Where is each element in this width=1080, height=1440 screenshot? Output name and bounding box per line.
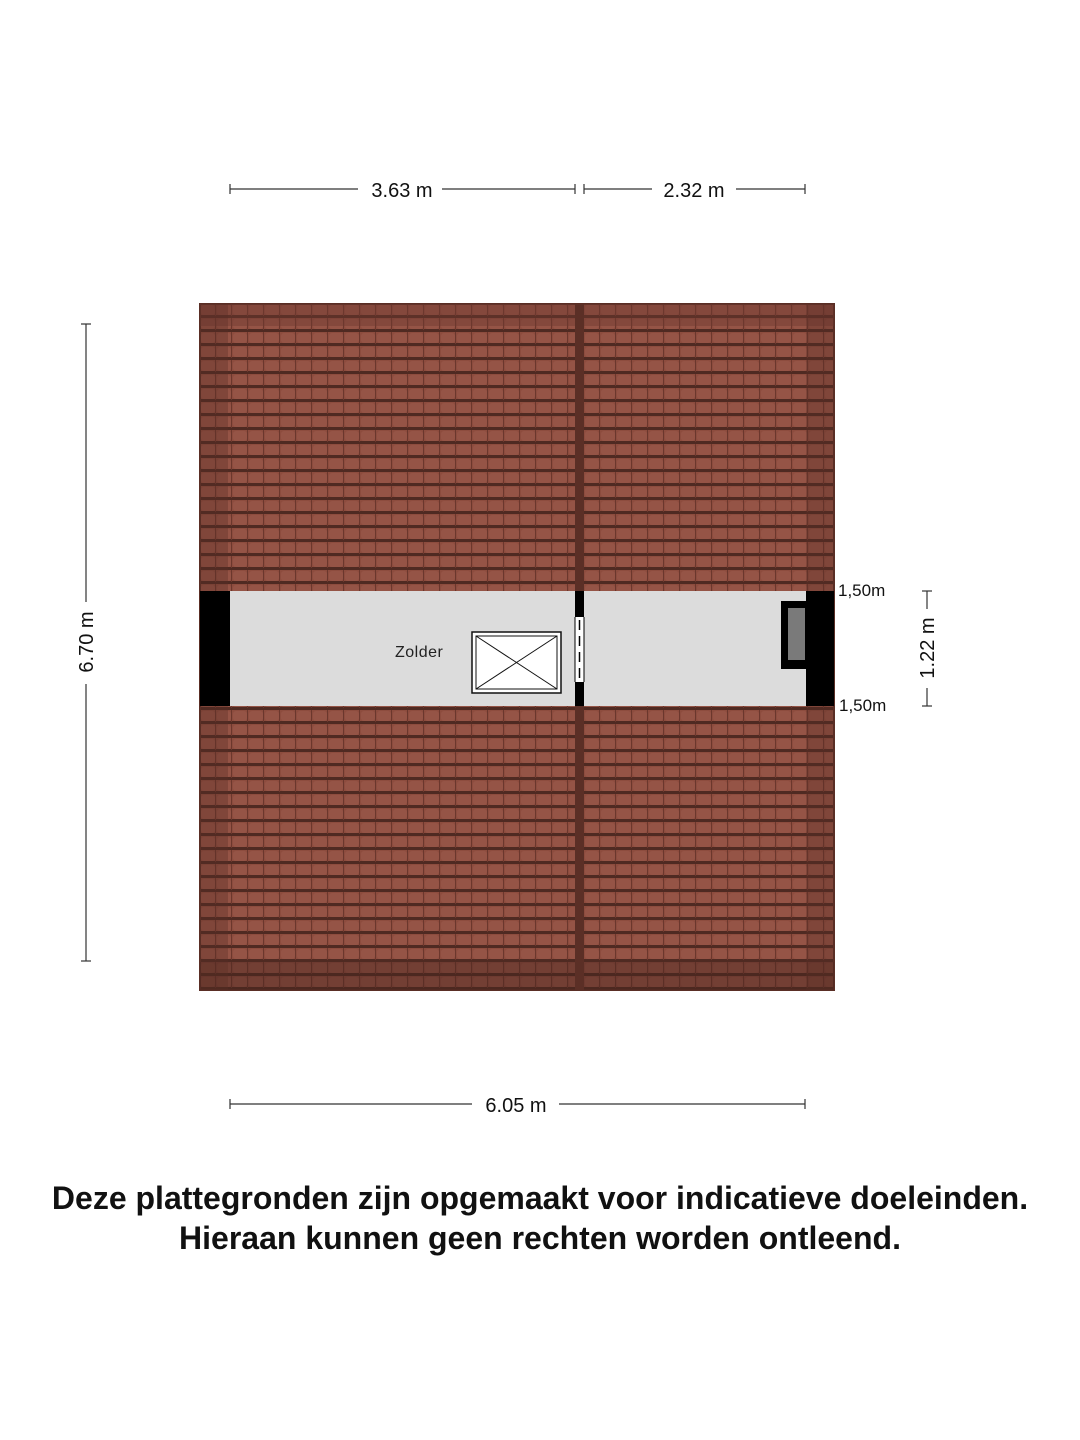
disclaimer-line-1: Deze plattegronden zijn opgemaakt voor indicatieve doeleinden. [51,1180,1029,1216]
left-wall [200,591,230,706]
chimney [781,601,809,669]
attic-hatch [472,632,561,693]
partition-wall-top [575,591,584,617]
disclaimer [0,1178,1080,1258]
bottom-dimension [230,1095,805,1117]
top-left-dimension-label: 3.63 m [371,180,433,202]
top-right-dimension-label: 2.32 m [663,180,725,202]
top-dimension-right [584,180,805,202]
disclaimer-line-2: Hieraan kunnen geen rechten worden ontleend. [179,1220,901,1256]
right-dimension-label: 1.22 m [917,617,939,679]
attic-floor [200,591,834,706]
right-upper-height-label: 1,50m [838,581,886,600]
bottom-dimension-label: 6.05 m [485,1095,547,1117]
left-dimension-label: 6.70 m [76,611,98,673]
right-dimension [917,591,939,706]
right-lower-height-label: 1,50m [839,696,887,715]
right-wall [806,591,834,706]
left-dimension [76,324,98,961]
room-label: Zolder [395,644,444,661]
doorway [575,617,584,682]
partition-wall-bottom [575,682,584,706]
top-dimension-left [230,180,575,202]
